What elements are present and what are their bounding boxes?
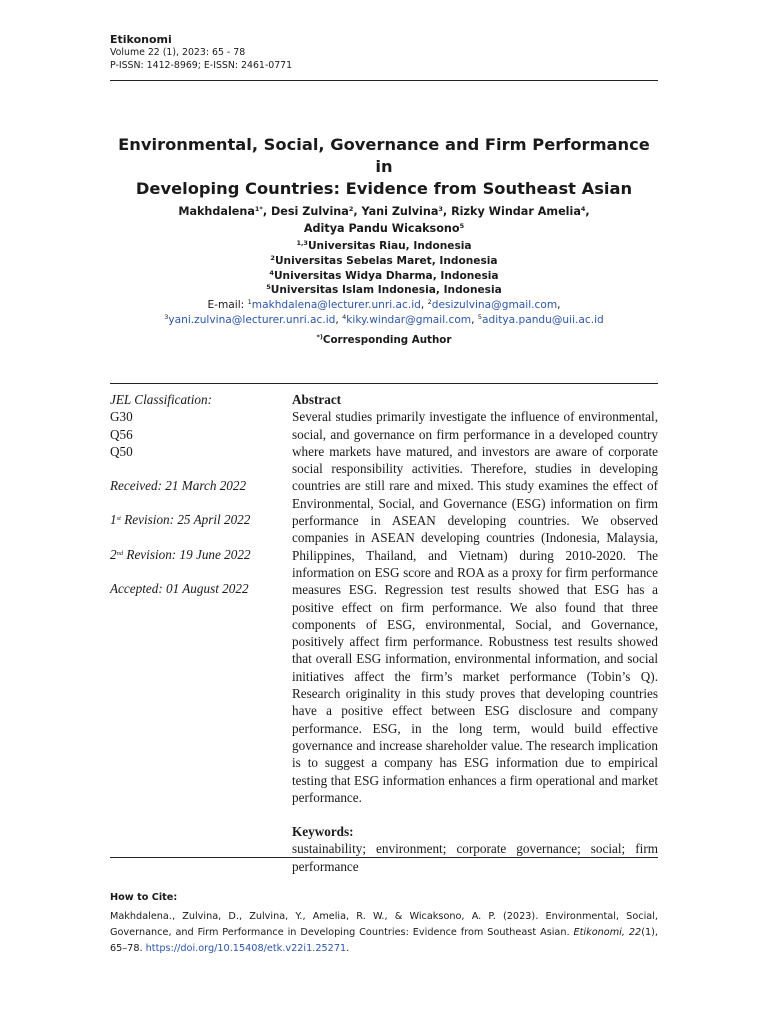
title-line-2: Developing Countries: Evidence from Southeast Asian bbox=[135, 179, 633, 198]
accepted-date: Accepted: 01 August 2022 bbox=[110, 581, 249, 597]
corresponding-sup: *) bbox=[316, 333, 323, 341]
revision-1-text: Revision: 25 April 2022 bbox=[120, 512, 251, 528]
affiliation-text: Universitas Sebelas Maret, Indonesia bbox=[274, 254, 498, 267]
author-name: Desi Zulvina bbox=[270, 205, 349, 218]
email-link[interactable]: aditya.pandu@uii.ac.id bbox=[482, 314, 604, 326]
revision-2-num: 2 bbox=[110, 546, 117, 562]
keywords-heading: Keywords: bbox=[292, 824, 354, 840]
journal-issn: P-ISSN: 1412-8969; E-ISSN: 2461-0771 bbox=[110, 59, 293, 71]
revision-1-sup: st bbox=[116, 515, 121, 523]
author-list: Makhdalena$^{1*}$, Desi Zulvina$^2$, Yani Zulvina$^3$, Rizky Windar Amelia$^4$, Aditya Pandu Wicaksono$^5$ bbox=[178, 205, 590, 235]
author-sup: 2 bbox=[348, 205, 354, 213]
email-link[interactable]: desizulvina@gmail.com bbox=[431, 299, 558, 311]
citation-text bbox=[110, 909, 658, 956]
author-name: Yani Zulvina bbox=[361, 205, 439, 218]
jel-label: JEL Classification: bbox=[110, 392, 212, 407]
revision-1-date bbox=[110, 511, 280, 528]
affiliation-text: Universitas Widya Dharma, Indonesia bbox=[273, 269, 499, 282]
email-sup: 4 bbox=[342, 313, 347, 321]
email-link[interactable]: makhdalena@lecturer.unri.ac.id bbox=[251, 299, 421, 311]
citation-end: . bbox=[346, 942, 350, 954]
section-divider-bottom bbox=[110, 857, 658, 858]
affiliation bbox=[110, 283, 658, 298]
affiliation-sup: 1,3 bbox=[296, 239, 308, 247]
abstract-text: Several studies primarily investigate the influence of environmental, social, and governance on firm performance in a developed country where markets have matured, and investors are aware of corporate social responsibility activities. Therefore, studies in developing countries are still rare and mixed. This study examines the effect of Environmental, Social, and Governance (ESG) information on firm performance in ASEAN developing countries. We observed companies in ASEAN developing countries (Indonesia, Malaysia, Philippines, Thailand, and Vietnam) during 2010-2020. The information on ESG score and ROA as a proxy for firm performance measures ESG. Regression test results showed that ESG has a positive effect on firm performance. We also found that three components of ESG, environmental, Social, and Governance, positively affect firm performance. Robustness test results showed that overall ESG information, environmental information, and social initiatives affect the firm’s market performance (Tobin’s Q). Research originality in this study proves that developing countries have a positive effect between ESG disclosure and company performance. ESG, in the long term, would build effective governance and increase shareholder value. The research implication is to suggest a company has ESG information due to empirical testing that ESG information enhances a firm operational and market performance. bbox=[292, 409, 658, 805]
affiliation-sup: 2 bbox=[270, 253, 275, 262]
revision-1-num: 1 bbox=[110, 512, 117, 528]
section-divider-top bbox=[110, 383, 658, 384]
citation-part: (1), 65–78. bbox=[110, 926, 658, 954]
keywords-text: sustainability; environment; corporate governance; social; firm performance bbox=[292, 841, 658, 874]
email-link[interactable]: yani.zulvina@lecturer.unri.ac.id bbox=[168, 314, 336, 326]
jel-code: Q50 bbox=[110, 443, 133, 459]
citation-part: Makhdalena., Zulvina, D., Zulvina, Y., Amelia, R. W., & Wicaksono, A. P. (2023). Environmental, Social, Governance, and Firm Performance in Developing Countries: Evidence from Southeast Asian. bbox=[110, 911, 658, 938]
email-sup: 2 bbox=[427, 298, 432, 306]
affiliation-list bbox=[110, 239, 658, 298]
title-line-1: Environmental, Social, Governance and Firm Performance in bbox=[118, 135, 650, 176]
email-link[interactable]: kiky.windar@gmail.com bbox=[346, 314, 472, 326]
email-label: E-mail: bbox=[207, 299, 245, 311]
article-info-column bbox=[110, 391, 280, 597]
jel-code: Q56 bbox=[110, 426, 133, 442]
author-sup: 5 bbox=[459, 222, 465, 230]
email-sup: 1 bbox=[247, 298, 252, 306]
author-name: Aditya Pandu Wicaksono bbox=[303, 222, 460, 235]
author-name: Makhdalena bbox=[178, 205, 255, 218]
jel-code: G30 bbox=[110, 409, 133, 425]
revision-2-sup: nd bbox=[116, 549, 124, 557]
citation-journal: Etikonomi, 22 bbox=[573, 926, 642, 938]
journal-volume: Volume 22 (1), 2023: 65 - 78 bbox=[110, 47, 246, 58]
affiliation bbox=[110, 254, 658, 269]
affiliation bbox=[110, 269, 658, 284]
abstract-column bbox=[292, 391, 658, 875]
abstract-heading: Abstract bbox=[292, 392, 342, 407]
revision-2-date bbox=[110, 546, 280, 563]
journal-header bbox=[110, 33, 658, 72]
header-divider bbox=[110, 80, 658, 81]
email-list: E-mail: $^1$makhdalena@lecturer.unri.ac.id, $^2$desizulvina@gmail.com, $^3$yani.zulvina@lecturer.unri.ac.id, $^4$kiky.windar@gmail.com, $^5$aditya.pandu@uii.ac.id bbox=[164, 298, 604, 326]
corresponding-text: Corresponding Author bbox=[322, 334, 452, 346]
affiliation-sup: 5 bbox=[266, 283, 271, 292]
author-name: Rizky Windar Amelia bbox=[451, 205, 581, 218]
journal-name: Etikonomi bbox=[110, 33, 172, 46]
affiliation-sup: 4 bbox=[269, 268, 274, 277]
affiliation-text: Universitas Islam Indonesia, Indonesia bbox=[270, 284, 502, 297]
how-to-cite-heading: How to Cite: bbox=[110, 892, 178, 903]
corresponding-author bbox=[110, 333, 658, 347]
affiliation bbox=[110, 239, 658, 254]
author-sup: 1* bbox=[254, 205, 263, 213]
doi-link[interactable]: https://doi.org/10.15408/etk.v22i1.25271 bbox=[145, 942, 347, 954]
received-date: Received: 21 March 2022 bbox=[110, 478, 247, 494]
paper-title bbox=[110, 134, 658, 200]
author-sup: 3 bbox=[438, 205, 443, 213]
author-sup: 4 bbox=[580, 205, 586, 213]
revision-2-text: Revision: 19 June 2022 bbox=[123, 546, 251, 562]
affiliation-text: Universitas Riau, Indonesia bbox=[307, 240, 472, 252]
email-sup: 3 bbox=[164, 313, 169, 321]
email-sup: 5 bbox=[477, 313, 483, 321]
